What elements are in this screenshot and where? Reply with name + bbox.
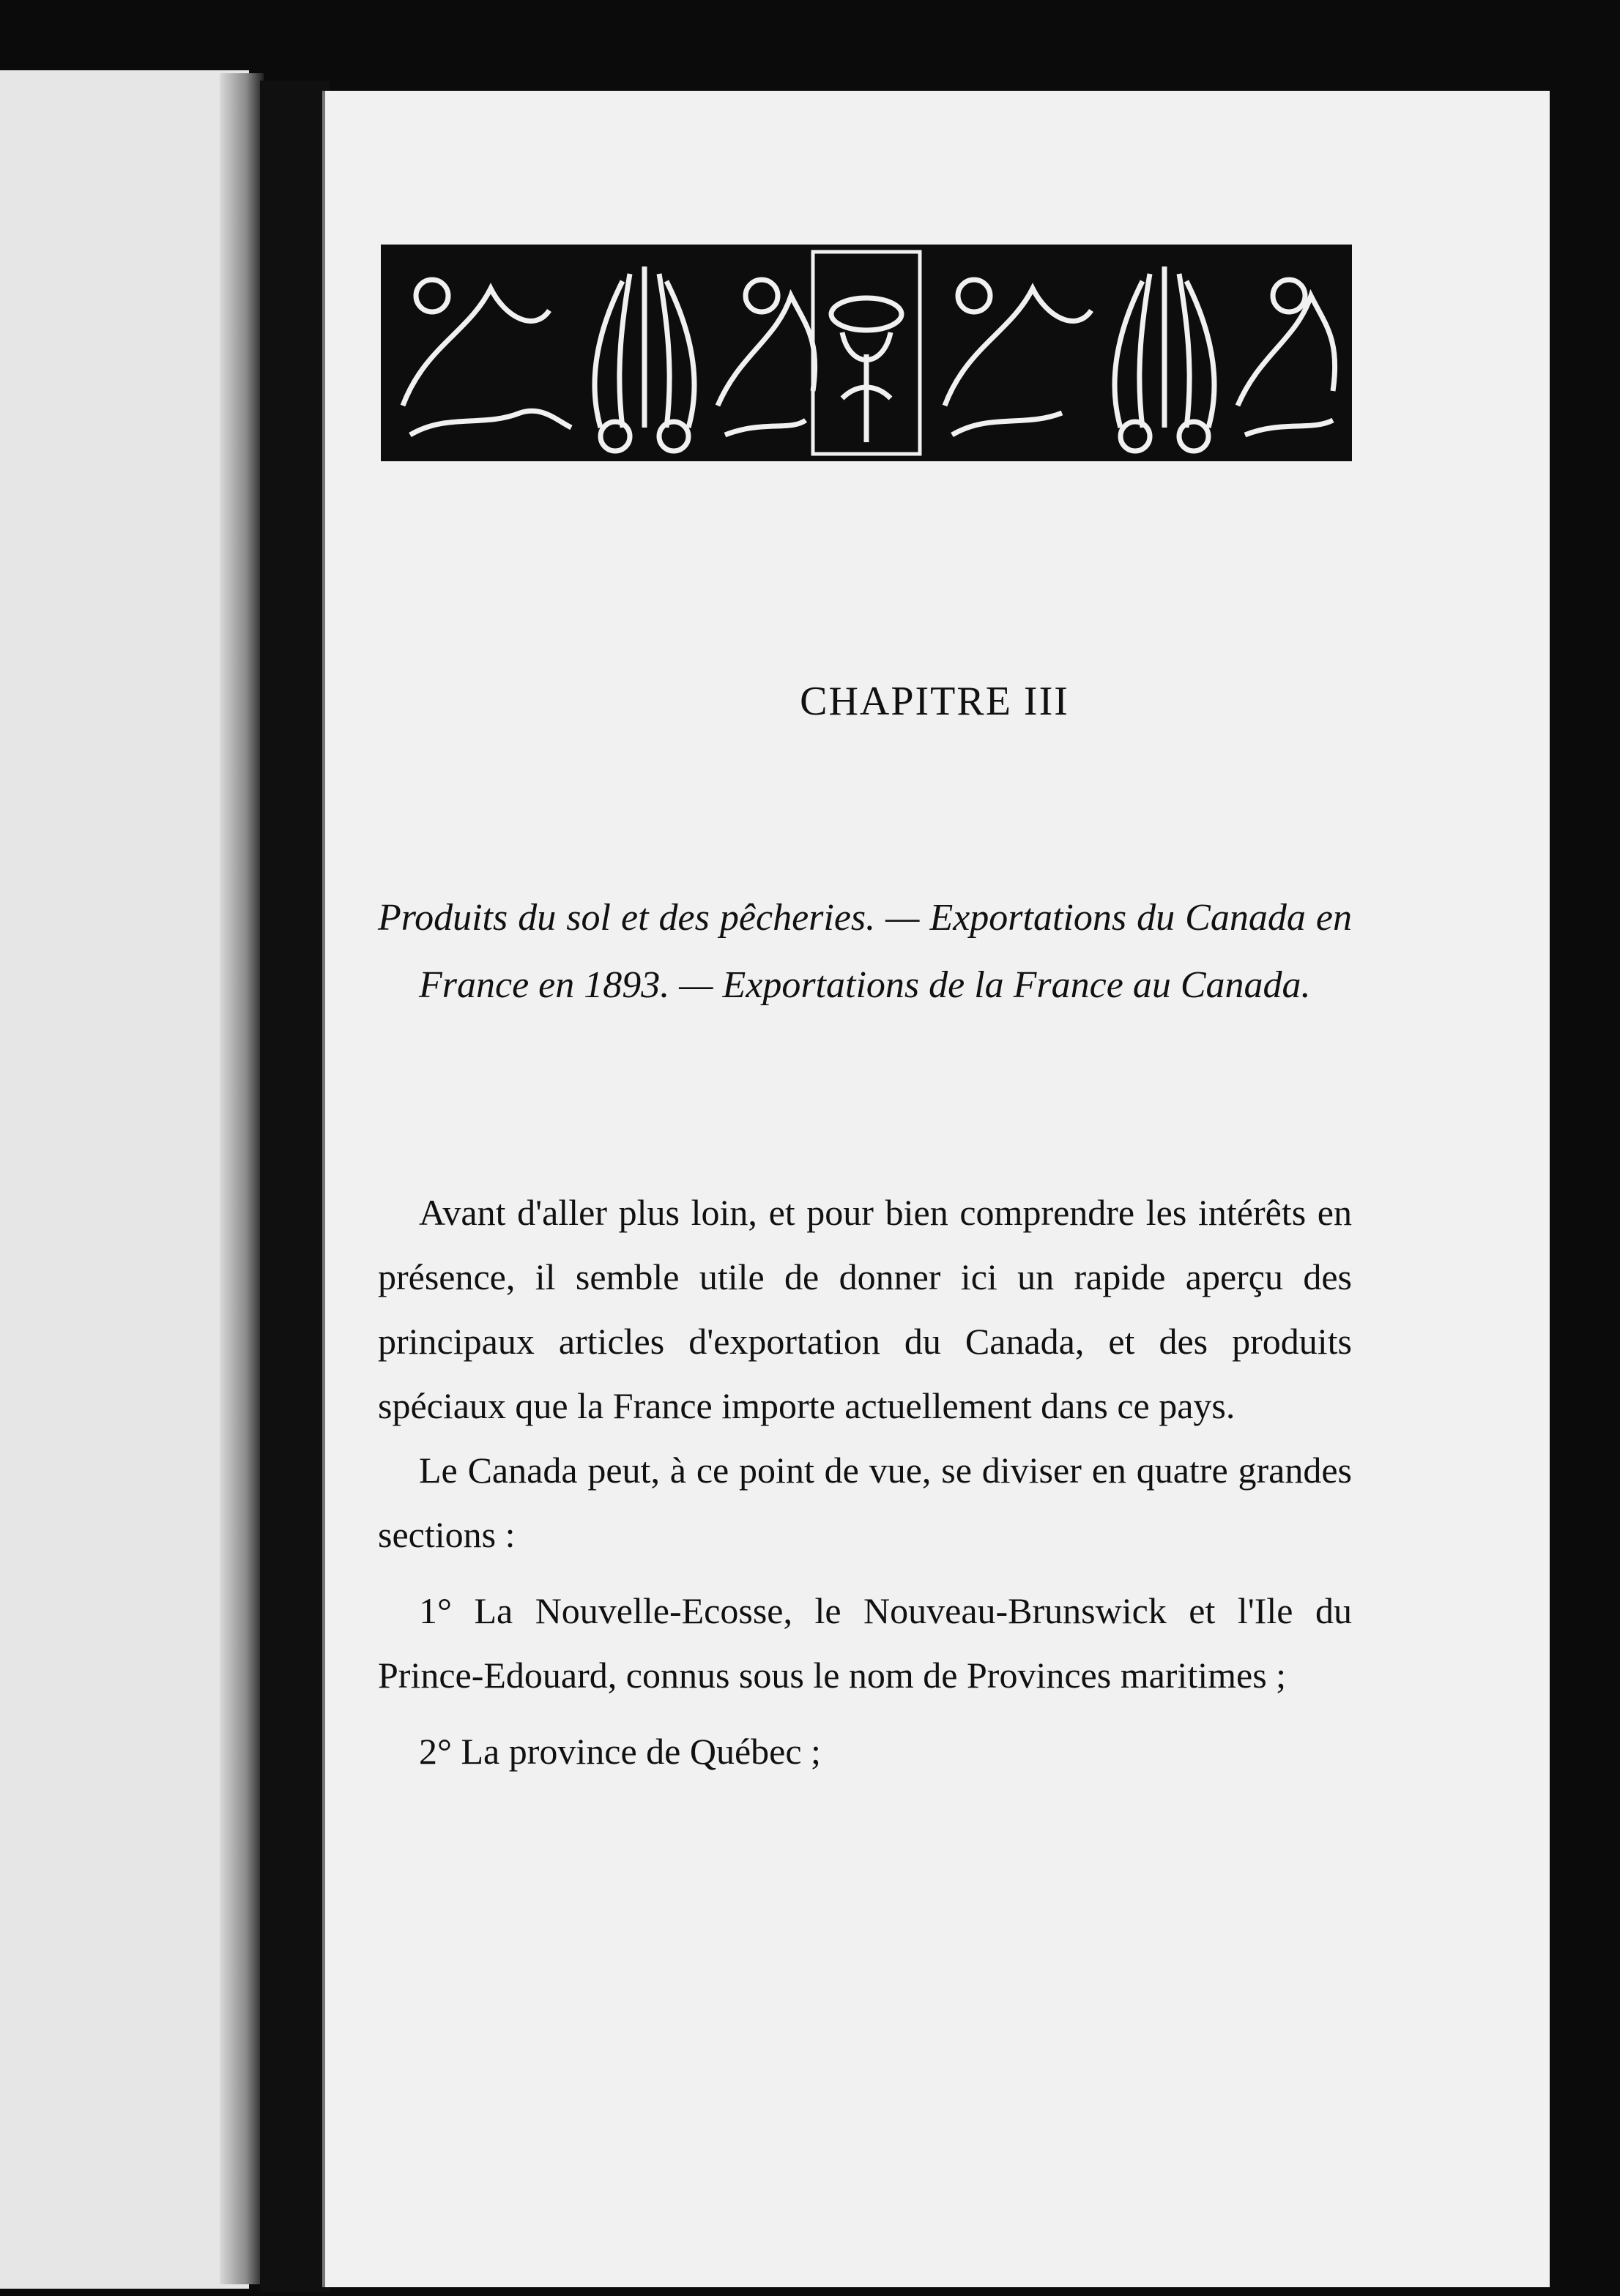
paragraph: 1° La Nouvelle-Ecosse, le Nouveau-Brunswick et l'Ile du Prince-Edouard, connus sous le nom de Provinces maritimes ;	[378, 1590, 1352, 1696]
chapter-title: CHAPITRE III	[800, 679, 1069, 724]
paragraph: Le Canada peut, à ce point de vue, se diviser en quatre grandes sections :	[378, 1450, 1352, 1555]
decorative-ornament-band	[381, 245, 1352, 461]
chapter-summary: Produits du sol et des pêcheries. — Exportations du Canada en France en 1893. — Exportations de la France au Canada.	[378, 897, 1352, 1006]
paragraph: Avant d'aller plus loin, et pour bien comprendre les intérêts en présence, il semble utile de donner ici un rapide aperçu des principaux articles d'exportation du Canada, et des produits spéciaux que la France importe actuellement dans ce pays.	[378, 1192, 1352, 1426]
left-page-edge	[220, 73, 264, 2284]
left-page	[0, 70, 249, 2289]
body-text	[378, 1180, 1352, 1783]
book-gutter	[260, 81, 330, 2292]
paragraph: 2° La province de Québec ;	[419, 1731, 821, 1772]
